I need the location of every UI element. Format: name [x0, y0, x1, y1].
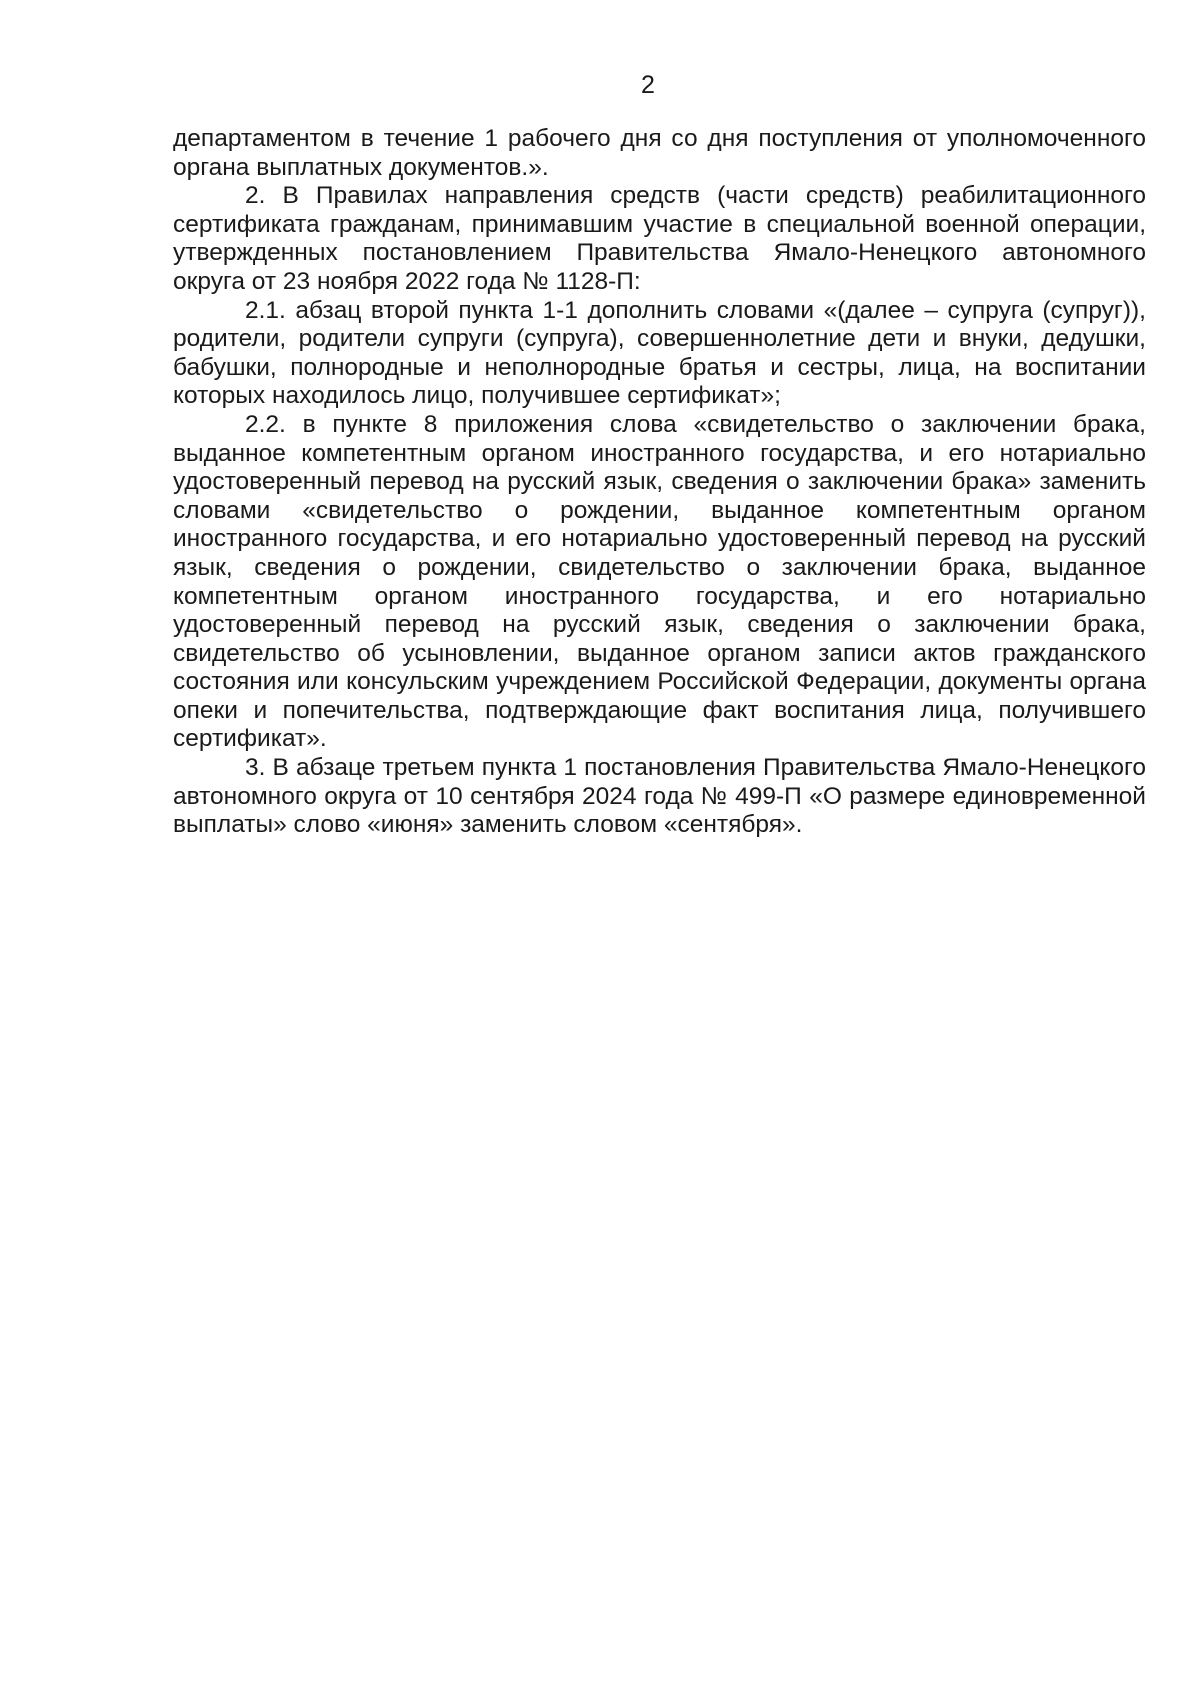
paragraph-item-2-1: 2.1. абзац второй пункта 1-1 дополнить словами «(далее – супруга (супруг)), родители, родители супруги (супруга), совершеннолетние дети и внуки, дедушки, бабушки, полнородные и неполнородные братья и сестры, лица, на воспитании которых находилось лицо, получившее сертификат»; — [173, 296, 1146, 410]
paragraph-item-3: 3. В абзаце третьем пункта 1 постановления Правительства Ямало-Ненецкого автономного округа от 10 сентября 2024 года № 499-П «О размере единовременной выплаты» слово «июня» заменить словом «сентября». — [173, 754, 1146, 839]
paragraph-item-2: 2. В Правилах направления средств (части средств) реабилитационного сертификата гражданам, принимавшим участие в специальной военной операции, утвержденных постановлением Правительства Ямало-Ненецкого автономного округа от 23 ноября 2022 года № 1128-П: — [173, 182, 1146, 295]
document-body — [173, 125, 1146, 840]
page-number: 2 — [641, 71, 655, 99]
paragraph-continuation: департаментом в течение 1 рабочего дня со дня поступления от уполномоченного органа выплатных документов.». — [173, 125, 1146, 181]
paragraph-item-2-2: 2.2. в пункте 8 приложения слова «свидетельство о заключении брака, выданное компетентным органом иностранного государства, и его нотариально удостоверенный перевод на русский язык, сведения о заключении брака» заменить словами «свидетельство о рождении, выданное компетентным органом иностранного государства, и его нотариально удостоверенный перевод на русский язык, сведения о рождении, свидетельство о заключении брака, выданное компетентным органом иностранного государства, и его нотариально удостоверенный перевод на русский язык, сведения о заключении брака, свидетельство об усыновлении, выданное органом записи актов гражданского состояния или консульским учреждением Российской Федерации, документы органа опеки и попечительства, подтверждающие факт воспитания лица, получившего сертификат». — [173, 410, 1146, 753]
